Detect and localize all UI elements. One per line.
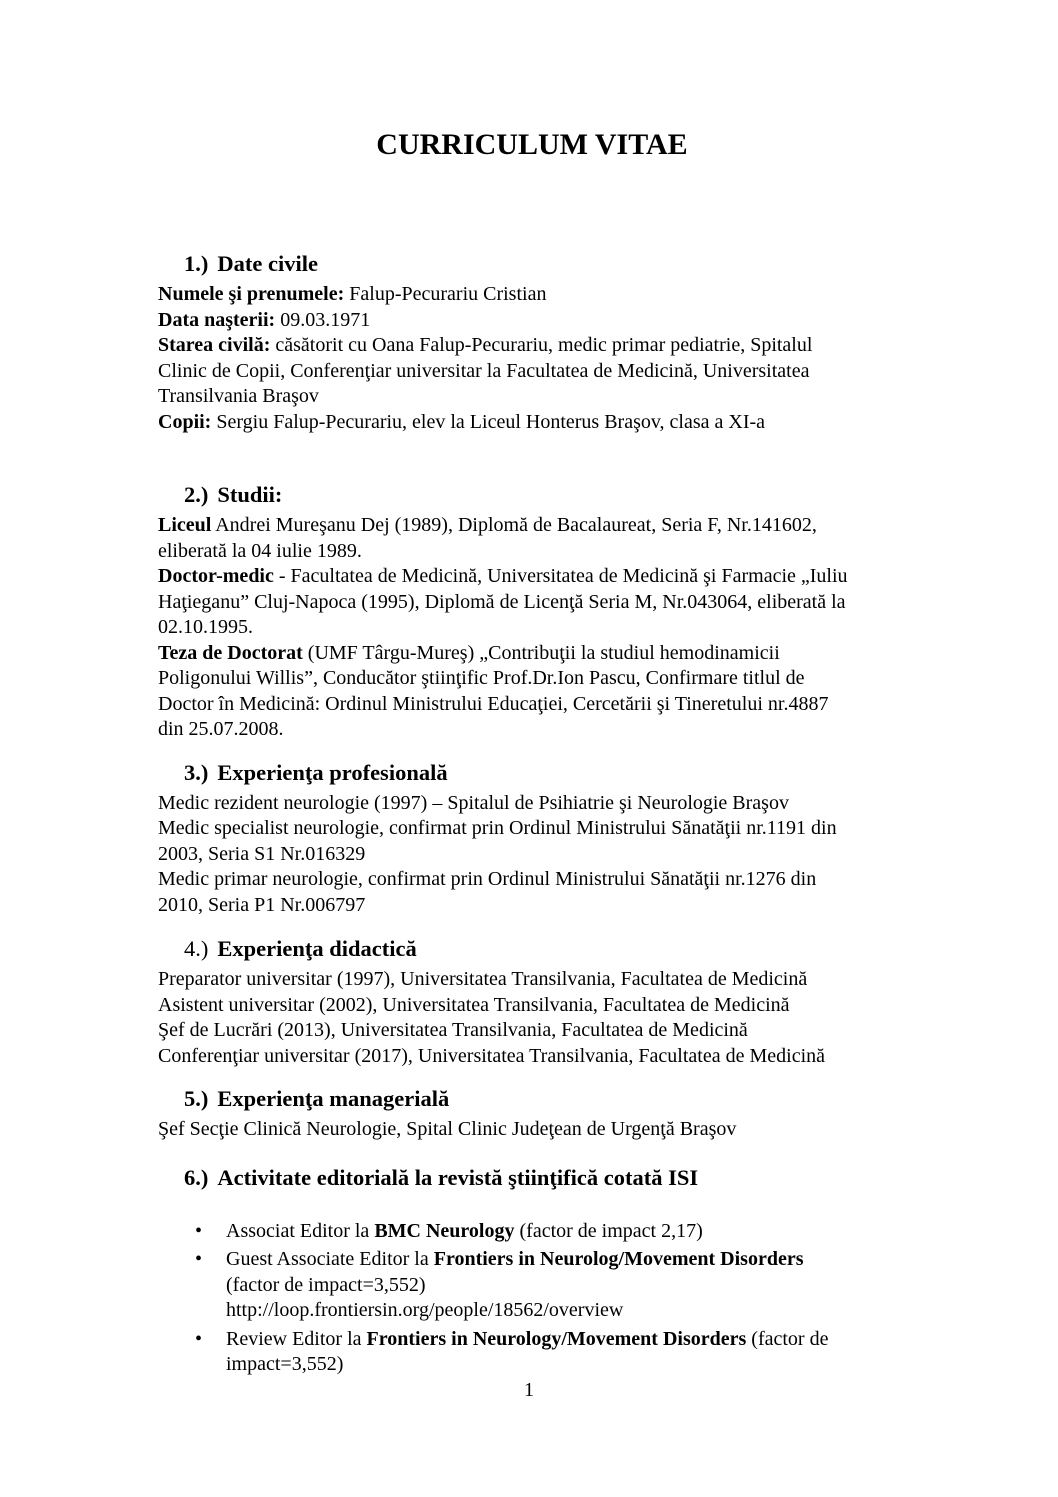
bullet-icon: • [195,1327,203,1350]
section-number: 2.) [184,482,209,507]
professional-entry: Medic primar neurologie, confirmat prin Ordinul Ministrului Sănatăţii nr.1276 din [158,868,817,890]
section-heading-label: Studii: [217,482,283,507]
section-number: 3.) [184,759,209,785]
professional-entry-cont: 2010, Seria P1 Nr.006797 [158,893,366,916]
teaching-entry: Preparator universitar (1997), Universitatea Transilvania, Facultatea de Medicină [158,968,808,990]
field-label: Teza de Doctorat [158,641,303,664]
entry-text: (factor de [746,1327,829,1350]
section-heading-activitate-editoriala [158,1163,906,1193]
entry-text: Associat Editor la [226,1219,375,1242]
field-value: - Facultatea de Medicină, Universitatea de Medicină şi Farmacie „Iuliu [273,565,848,587]
field-marital-status [158,333,906,359]
section-number: 1.) [184,251,209,276]
section-number: 5.) [184,1086,209,1111]
teaching-entry: Şef de Lucrări (2013), Universitatea Transilvania, Facultatea de Medicină [158,1019,748,1041]
editorial-entry [226,1247,906,1273]
section-heading-label: Date civile [217,251,318,276]
field-value: căsătorit cu Oana Falup-Pecurariu, medic primar pediatrie, Spitalul [270,334,813,356]
field-value: Falup-Pecurariu Cristian [344,283,547,305]
managerial-entry: Şef Secţie Clinică Neurologie, Spital Clinic Judeţean de Urgenţă Braşov [158,1118,737,1140]
field-label: Liceul [158,514,212,536]
section-number: 6.) [184,1164,209,1190]
editorial-entry [226,1327,906,1353]
section-heading-experienta-didactica [158,934,906,964]
list-item-text [226,1247,906,1324]
field-value: (UMF Târgu-Mureş) „Contribuţii la studiul hemodinamicii [302,641,780,664]
cv-content [158,0,906,1381]
section-heading-label: Experienţa managerială [217,1086,450,1111]
editorial-list [158,1219,906,1378]
journal-name: Frontiers in Neurology/Movement Disorders [366,1327,747,1350]
field-value: 09.03.1971 [275,308,371,331]
journal-name: Frontiers in Neurolog/Movement Disorders [433,1248,804,1270]
section-heading-experienta-manageriala [158,1084,906,1114]
field-birthdate [158,308,906,334]
section-heading-label: Experienţa profesională [217,759,448,785]
professional-entry: Medic rezident neurologie (1997) – Spitalul de Psihiatrie şi Neurologie Braşov [158,791,789,814]
list-item-frontiers-review [158,1327,906,1378]
study-teza-doctorat [158,641,906,667]
journal-name: BMC Neurology [374,1219,515,1242]
field-children [158,410,906,436]
study-teza-doctorat-cont: din 25.07.2008. [158,718,284,740]
page-title: CURRICULUM VITAE [376,128,688,161]
professional-entry: Medic specialist neurologie, confirmat prin Ordinul Ministrului Sănatăţii nr.1191 din [158,817,837,839]
entry-text: Review Editor la [226,1327,367,1350]
section-heading-studii [158,480,906,510]
editorial-entry [226,1219,906,1245]
bullet-icon: • [195,1248,203,1270]
field-label: Copii: [158,410,212,433]
entry-text: (factor de impact 2,17) [514,1219,703,1242]
list-item-text [226,1219,906,1245]
field-value: Sergiu Falup-Pecurariu, elev la Liceul Honterus Braşov, clasa a XI-a [211,410,766,433]
field-label: Numele şi prenumele: [158,283,345,305]
field-value: Andrei Mureşanu Dej (1989), Diplomă de Bacalaureat, Seria F, Nr.141602, [211,514,817,536]
study-liceul [158,513,906,539]
bullet-icon: • [195,1219,203,1242]
field-marital-status-cont: Transilvania Braşov [158,385,319,407]
section-heading-date-civile [158,249,906,279]
section-heading-label: Activitate editorială la revistă ştiinţifică cotată ISI [217,1164,699,1190]
list-item-frontiers-guest [158,1247,906,1324]
study-teza-doctorat-cont: Poligonului Willis”, Conducător ştiinţific Prof.Dr.Ion Pascu, Confirmare titlul de [158,667,805,689]
study-doctor-medic [158,564,906,590]
study-doctor-medic-cont: Haţieganu” Cluj-Napoca (1995), Diplomă de Licenţă Seria M, Nr.043064, eliberată la [158,590,846,613]
study-doctor-medic-cont: 02.10.1995. [158,616,253,638]
teaching-entry: Asistent universitar (2002), Universitatea Transilvania, Facultatea de Medicină [158,993,790,1016]
editorial-entry-cont: (factor de impact=3,552) [226,1273,426,1296]
section-number: 4.) [184,936,209,961]
field-marital-status-cont: Clinic de Copii, Conferenţiar universitar la Facultatea de Medicină, Universitatea [158,359,810,382]
field-name [158,282,906,308]
profile-url: http://loop.frontiersin.org/people/18562/overview [226,1299,624,1321]
editorial-entry-cont: impact=3,552) [226,1353,344,1375]
field-label: Data naşterii: [158,308,276,331]
list-item-bmc-neurology [158,1219,906,1245]
study-teza-doctorat-cont: Doctor în Medicină: Ordinul Ministrului Educaţiei, Cercetării şi Tineretului nr.4887 [158,692,829,715]
study-liceul-cont: eliberată la 04 iulie 1989. [158,539,362,562]
list-item-text [226,1327,906,1378]
teaching-entry: Conferenţiar universitar (2017), Universitatea Transilvania, Facultatea de Medicină [158,1044,826,1067]
field-label: Starea civilă: [158,334,271,356]
entry-text: Guest Associate Editor la [226,1248,434,1270]
section-heading-experienta-profesionala [158,758,906,788]
page-number: 1 [524,1379,534,1401]
professional-entry-cont: 2003, Seria S1 Nr.016329 [158,842,366,865]
field-label: Doctor-medic [158,565,274,587]
section-heading-label: Experienţa didactică [217,936,417,961]
